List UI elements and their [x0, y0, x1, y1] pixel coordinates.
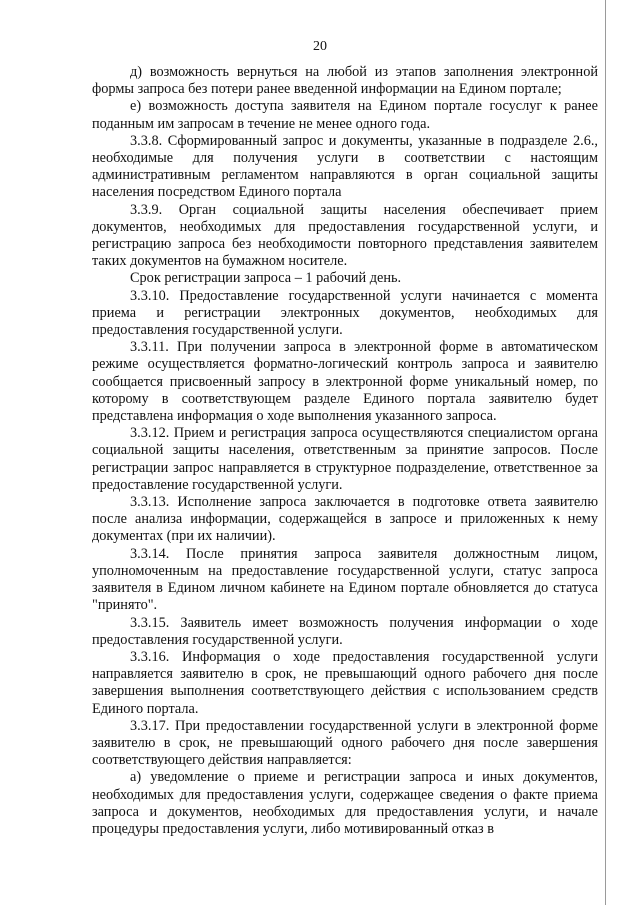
paragraph-3-3-8: 3.3.8. Сформированный запрос и документы, указанные в подразделе 2.6., необходимые для получения услуги в соответствии с настоящим административным регламентом направляются в орган социальной защиты населения посредством Единого портала	[92, 132, 598, 201]
paragraph-registration-term: Срок регистрации запроса – 1 рабочий день.	[130, 270, 402, 287]
paragraph-3-3-13: 3.3.13. Исполнение запроса заключается в подготовке ответа заявителю после анализа информации, содержащейся в запросе и приложенных к нему документах (при их наличии).	[92, 494, 598, 545]
paragraph-3-3-15: 3.3.15. Заявитель имеет возможность получения информации о ходе предоставления государственной услуги.	[92, 614, 598, 648]
paragraph-3-3-9: 3.3.9. Орган социальной защиты населения обеспечивает прием документов, необходимых для предоставления государственной услуги, и регистрацию запроса без необходимости повторного представления заявителем таких документов на бумажном носителе.	[92, 201, 598, 270]
paragraph-3-3-16: 3.3.16. Информация о ходе предоставления государственной услуги направляется заявителю в срок, не превышающий одного рабочего дня после завершения выполнения соответствующего действия с использованием средств Единого портала.	[92, 648, 598, 717]
paragraph-3-3-11: 3.3.11. При получении запроса в электронной форме в автоматическом режиме осуществляется форматно-логический контроль запроса и заявителю сообщается присвоенный запросу в электронной форме уникальный номер, по которому в соответствующем разделе Единого портала заявителю будет представлена информация о ходе выполнения указанного запроса.	[92, 339, 598, 425]
paragraph-item-e: е) возможность доступа заявителя на Едином портале госуслуг к ранее поданным им запросам в течение не менее одного года.	[92, 98, 598, 132]
paragraph-3-3-17: 3.3.17. При предоставлении государственной услуги в электронной форме заявителю в срок, не превышающий одного рабочего дня после завершения соответствующего действия направляется:	[92, 717, 598, 769]
paragraph-item-a: а) уведомление о приеме и регистрации запроса и иных документов, необходимых для предоставления услуги, содержащее сведения о факте приема запроса и документов, необходимых для предоставления услуги, и начале процедуры предоставления услуги, либо мотивированный отказ в	[92, 769, 598, 837]
paragraph-3-3-12: 3.3.12. Прием и регистрация запроса осуществляются специалистом органа социальной защиты населения, ответственным за принятие запросов. После регистрации запрос направляется в структурное подразделение, ответственное за предоставление государственной услуги.	[92, 425, 598, 493]
document-body	[92, 64, 598, 838]
page-edge-line	[605, 0, 606, 905]
page-number: 20	[313, 39, 327, 54]
paragraph-3-3-10: 3.3.10. Предоставление государственной услуги начинается с момента приема и регистрации электронных документов, необходимых для предоставления государственной услуги.	[92, 287, 598, 339]
paragraph-3-3-14: 3.3.14. После принятия запроса заявителя должностным лицом, уполномоченным на предоставление государственной услуги, статус запроса заявителя в Едином личном кабинете на Едином портале обновляется до статуса "принято".	[92, 545, 598, 614]
paragraph-item-d: д) возможность вернуться на любой из этапов заполнения электронной формы запроса без потери ранее введенной информации на Едином портале;	[92, 64, 598, 98]
